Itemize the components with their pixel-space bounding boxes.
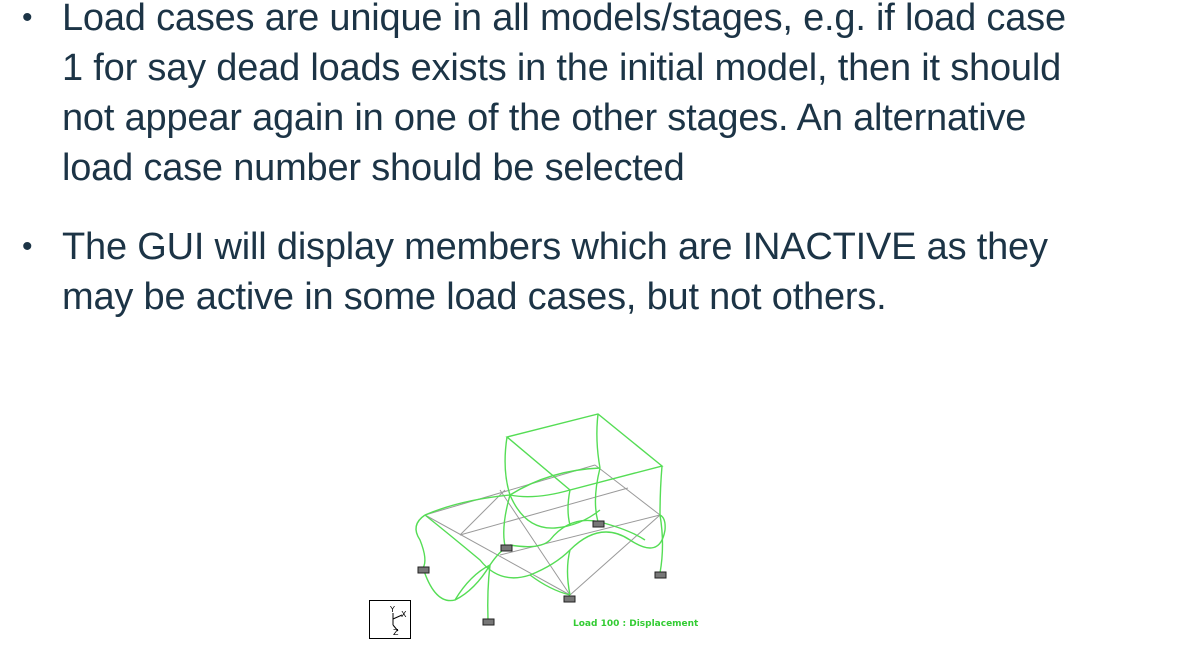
bullet-gui-inactive-members (22, 222, 1142, 322)
axis-y-label: Y (390, 605, 395, 614)
bullet-line: Load cases are unique in all models/stages, e.g. if load case (62, 0, 1066, 39)
support-icon (418, 521, 666, 625)
axis-triad-drawing (370, 601, 410, 638)
deformed-frame (416, 414, 665, 620)
bullet-load-cases-unique (22, 0, 1142, 193)
axis-triad-icon (369, 600, 411, 639)
bullet-dot-icon: • (22, 1, 33, 34)
axis-z-label: Z (393, 628, 399, 637)
axis-x-label: X (401, 610, 407, 619)
bullet-dot-icon: • (22, 230, 33, 263)
bullet-line: may be active in some load cases, but not others. (62, 276, 887, 318)
structure-displacement-figure (360, 400, 740, 645)
frame-model-drawing (360, 400, 740, 645)
load-case-caption: Load 100 : Displacement (573, 619, 699, 629)
bullet-line: 1 for say dead loads exists in the initial model, then it should (62, 47, 1062, 89)
bullet-line: not appear again in one of the other stages. An alternative (62, 97, 1027, 139)
bullet-line: load case number should be selected (62, 147, 685, 189)
bullet-line: The GUI will display members which are INACTIVE as they (62, 226, 1048, 268)
